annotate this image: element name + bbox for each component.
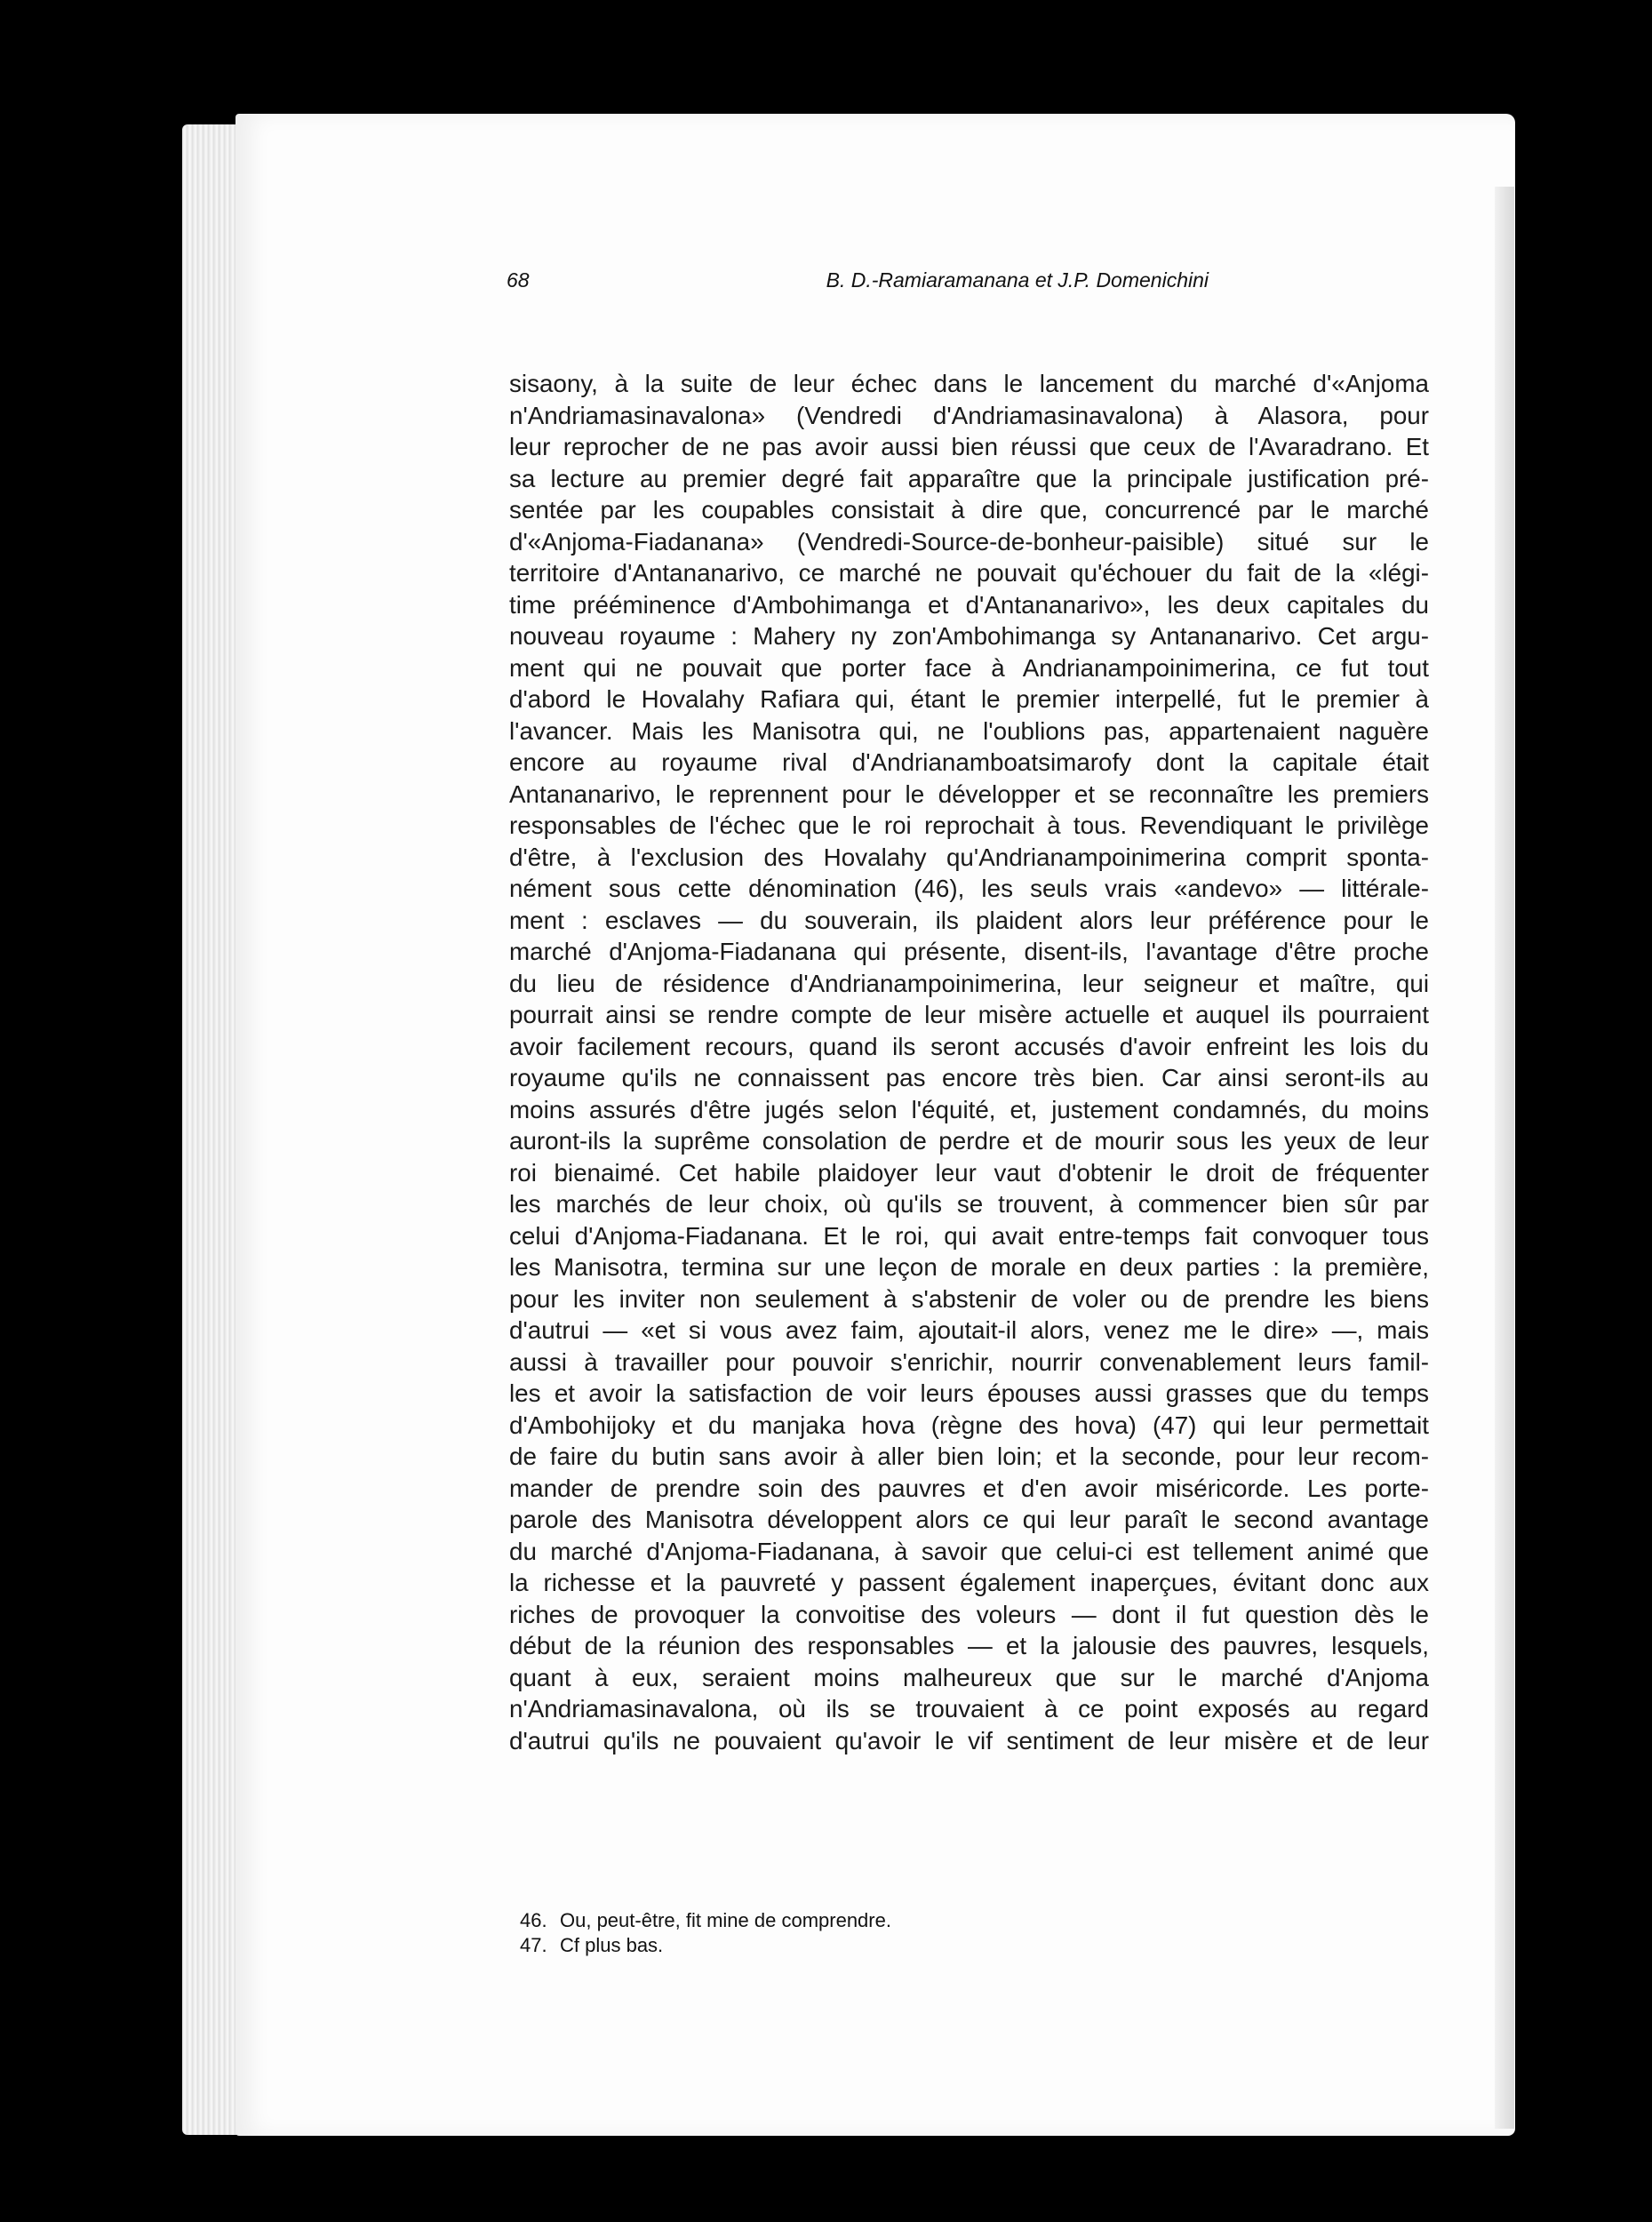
text-line: d'«Anjoma-Fiadanana» (Vendredi-Source-de-bonheur-paisible) situé sur le bbox=[509, 527, 1429, 556]
text-line: riches de provoquer la convoitise des voleurs — dont il fut question dès le bbox=[509, 1600, 1429, 1628]
footnote-number: 46. bbox=[520, 1909, 547, 1931]
text-line: début de la réunion des responsables — et la jalousie des pauvres, lesquels, bbox=[509, 1632, 1429, 1659]
text-line: sa lecture au premier degré fait apparaître que la principale justification pré- bbox=[509, 464, 1429, 492]
text-line: Antananarivo, le reprennent pour le développer et se reconnaître les premiers bbox=[509, 779, 1429, 808]
text-line: du marché d'Anjoma-Fiadanana, à savoir que celui-ci est tellement animé que bbox=[509, 1537, 1429, 1565]
text-line: n'Andriamasinavalona» (Vendredi d'Andriamasinavalona) à Alasora, pour bbox=[509, 401, 1429, 429]
text-line: parole des Manisotra développent alors ce qui leur paraît le second avantage bbox=[509, 1506, 1429, 1533]
footnote-text: Ou, peut-être, fit mine de comprendre. bbox=[560, 1909, 891, 1931]
text-line: leur reprocher de ne pas avoir aussi bien réussi que ceux de l'Avaradrano. Et bbox=[509, 433, 1429, 460]
page-header bbox=[507, 268, 1209, 304]
text-line: d'Ambohijoky et du manjaka hova (règne des hova) (47) qui leur permettait bbox=[509, 1411, 1429, 1439]
text-line: de faire du butin sans avoir à aller bien loin; et la seconde, pour leur recom- bbox=[509, 1443, 1429, 1470]
page-right-edge bbox=[1495, 187, 1514, 2129]
footnotes bbox=[520, 1908, 891, 1958]
text-line: pour les inviter non seulement à s'abstenir de voler ou de prendre les biens bbox=[509, 1284, 1429, 1313]
text-line: pourrait ainsi se rendre compte de leur misère actuelle et auquel ils pourraient bbox=[509, 1001, 1429, 1028]
text-line: les et avoir la satisfaction de voir leurs épouses aussi grasses que du temps bbox=[509, 1379, 1429, 1407]
text-line: la richesse et la pauvreté y passent également inaperçues, évitant donc aux bbox=[509, 1569, 1429, 1596]
text-line: encore au royaume rival d'Andrianamboatsimarofy dont la capitale était bbox=[509, 748, 1429, 776]
text-line: les marchés de leur choix, où qu'ils se trouvent, à commencer bien sûr par bbox=[509, 1190, 1429, 1218]
page-number: 68 bbox=[507, 268, 530, 292]
body-text bbox=[509, 368, 1429, 1756]
text-line: aussi à travailler pour pouvoir s'enrichir, nourrir convenablement leurs famil- bbox=[509, 1347, 1429, 1376]
running-head: B. D.-Ramiaramanana et J.P. Domenichini bbox=[826, 268, 1209, 292]
footnote-text: Cf plus bas. bbox=[560, 1934, 664, 1956]
footnote bbox=[520, 1933, 891, 1958]
text-line: ment qui ne pouvait que porter face à Andrianampoinimerina, ce fut tout bbox=[509, 653, 1429, 682]
text-line: mander de prendre soin des pauvres et d'en avoir miséricorde. Les porte- bbox=[509, 1474, 1429, 1502]
text-line: les Manisotra, termina sur une leçon de morale en deux parties : la première, bbox=[509, 1253, 1429, 1281]
text-line: ment : esclaves — du souverain, ils plaident alors leur préférence pour le bbox=[509, 906, 1429, 934]
footnote bbox=[520, 1908, 891, 1933]
text-line: marché d'Anjoma-Fiadanana qui présente, disent-ils, l'avantage d'être proche bbox=[509, 938, 1429, 965]
text-line: responsables de l'échec que le roi reprochait à tous. Revendiquant le privilège bbox=[509, 811, 1429, 839]
text-line: d'être, à l'exclusion des Hovalahy qu'Andrianampoinimerina comprit sponta- bbox=[509, 843, 1429, 871]
footnote-number: 47. bbox=[520, 1934, 547, 1956]
text-line: du lieu de résidence d'Andrianampoinimerina, leur seigneur et maître, qui bbox=[509, 969, 1429, 997]
text-line: nément sous cette dénomination (46), les seuls vrais «andevo» — littérale- bbox=[509, 875, 1429, 902]
text-line: d'abord le Hovalahy Rafiara qui, étant le premier interpellé, fut le premier à bbox=[509, 685, 1429, 713]
text-line: quant à eux, seraient moins malheureux que sur le marché d'Anjoma bbox=[509, 1663, 1429, 1691]
text-line: n'Andriamasinavalona, où ils se trouvaient à ce point exposés au regard bbox=[509, 1695, 1429, 1722]
text-line: time prééminence d'Ambohimanga et d'Antananarivo», les deux capitales du bbox=[509, 590, 1429, 619]
text-line: celui d'Anjoma-Fiadanana. Et le roi, qui avait entre-temps fait convoquer tous bbox=[509, 1221, 1429, 1250]
text-line: territoire d'Antananarivo, ce marché ne pouvait qu'échouer du fait de la «légi- bbox=[509, 559, 1429, 587]
text-line: auront-ils la suprême consolation de perdre et de mourir sous les yeux de leur bbox=[509, 1127, 1429, 1155]
text-line: royaume qu'ils ne connaissent pas encore très bien. Car ainsi seront-ils au bbox=[509, 1064, 1429, 1091]
text-line: d'autrui — «et si vous avez faim, ajoutait-il alors, venez me le dire» —, mais bbox=[509, 1316, 1429, 1344]
text-line: nouveau royaume : Mahery ny zon'Ambohimanga sy Antananarivo. Cet argu- bbox=[509, 622, 1429, 650]
text-line: sisaony, à la suite de leur échec dans le lancement du marché d'«Anjoma bbox=[509, 370, 1429, 397]
text-line: d'autrui qu'ils ne pouvaient qu'avoir le vif sentiment de leur misère et de leur bbox=[509, 1726, 1429, 1754]
text-line: moins assurés d'être jugés selon l'équité, et, justement condamnés, du moins bbox=[509, 1095, 1429, 1123]
text-line: avoir facilement recours, quand ils seront accusés d'avoir enfreint les lois du bbox=[509, 1032, 1429, 1060]
text-line: l'avancer. Mais les Manisotra qui, ne l'oublions pas, appartenaient naguère bbox=[509, 716, 1429, 745]
text-line: roi bienaimé. Cet habile plaidoyer leur vaut d'obtenir le droit de fréquenter bbox=[509, 1158, 1429, 1187]
text-line: sentée par les coupables consistait à dire que, concurrencé par le marché bbox=[509, 496, 1429, 524]
